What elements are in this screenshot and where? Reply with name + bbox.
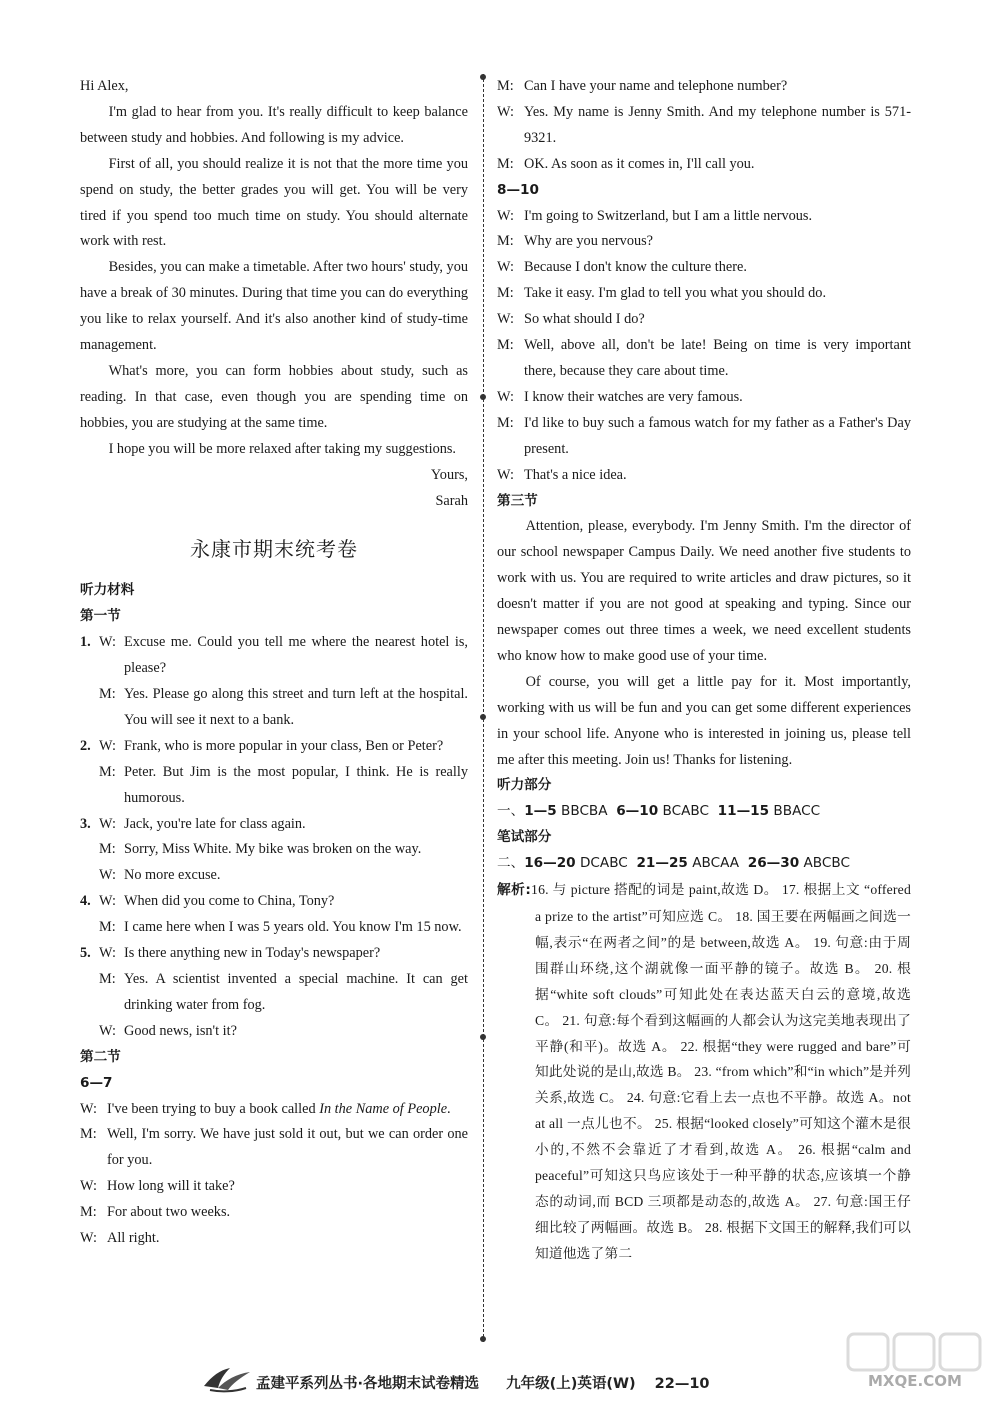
letter-closing: Yours, [430,466,468,483]
dialog-line: Frank, who is more popular in your class, Ben or Peter? [124,737,444,754]
speaker: M: [99,763,116,780]
speaker: W: [99,1022,116,1039]
speaker: M: [497,414,514,431]
explanation-label: 解析: [497,882,532,899]
dialog-6-7-continued [497,74,911,178]
dialog-line: No more excuse. [124,867,221,884]
dialog-line: I'm going to Switzerland, but I am a little nervous. [524,207,813,224]
dialog-line: Excuse me. Could you tell me where the nearest hotel is, please? [124,634,468,677]
divider-dot [480,1336,486,1342]
dialog-line: Sorry, Miss White. My bike was broken on the way. [124,841,422,858]
dialog-line: That's a nice idea. [524,466,627,483]
listening-answers: 一、1—5 BBCBA 6—10 BCABC 11—15 BBACC [497,803,821,820]
dialog-item [497,307,911,333]
dialog-line: Well, above all, don't be late! Being on time is very important there, because they care about time. [524,337,911,379]
speaker: W: [80,1230,97,1247]
dialog-line: Good news, isn't it? [124,1022,237,1039]
dialog-item [497,255,911,281]
dialog-item [80,760,468,812]
divider-dot [480,1034,486,1040]
speaker: W: [497,466,514,483]
right-column [497,74,911,1267]
speaker: W: [99,945,116,962]
dialog-line: So what should I do? [524,311,645,328]
dialog-number: 3. [80,815,91,832]
dialog-item [497,100,911,152]
letter-greeting: Hi Alex, [80,78,129,94]
speaker: M: [99,919,116,936]
speaker: M: [497,285,514,302]
dialog-line: Peter. But Jim is the most popular, I think. He is really humorous. [124,763,468,806]
dialog-line: I know their watches are very famous. [524,388,743,405]
dialog-item [497,281,911,307]
dialog-line: Well, I'm sorry. We have just sold it out, but we can order one for you. [107,1126,468,1169]
watermark-text: MXQE.COM [868,1372,962,1390]
dialog-item [80,1174,468,1200]
speaker: M: [497,78,514,94]
dialog-item [80,1122,468,1174]
dialog-item [80,889,468,915]
speaker: W: [99,634,116,651]
dialog-item [497,385,911,411]
footer-page-number: 22—10 [654,1376,710,1392]
dialog-line: I'd like to buy such a famous watch for my father as a Father's Day present. [524,414,911,457]
speaker: W: [80,1100,97,1117]
speaker: M: [99,971,116,987]
dialog-line: When did you come to China, Tony? [124,893,335,910]
dialog-line: Because I don't know the culture there. [524,259,747,276]
listening-part-label: 听力部分 [497,777,552,794]
letter-paragraph: I'm glad to hear from you. It's really difficult to keep balance between study and hobbies. And following is my advice. [80,103,468,146]
dialog-line: Take it easy. I'm glad to tell you what you should do. [524,285,827,302]
explanation [497,877,911,1267]
letter [80,74,468,514]
dialog-item [80,915,468,941]
letter-paragraph: I hope you will be more relaxed after taking my suggestions. [108,440,456,457]
speaker: W: [497,388,514,405]
speaker: W: [99,737,116,754]
speaker: M: [497,337,514,354]
written-answers: 二、16—20 DCABC 21—25 ABCAA 26—30 ABCBC [497,855,850,872]
divider-dot [480,714,486,720]
dialog-number: 1. [80,634,91,651]
section2-label: 第二节 [80,1048,121,1065]
dialog-line: Is there anything new in Today's newspaper? [124,945,381,962]
speaker: W: [80,1178,97,1195]
speaker: M: [99,686,116,703]
section1-label: 第一节 [80,608,121,625]
dialog-item [80,837,468,863]
dialog-item [80,812,468,838]
speaker: M: [80,1204,97,1221]
dialog-line: Yes. Please go along this street and turn left at the hospital. You will see it next to a bank. [124,686,468,728]
dialog-line: Jack, you're late for class again. [124,815,306,832]
exam-title: 永康市期末统考卷 [190,537,358,562]
speaker: W: [497,259,514,276]
section1-dialogs [80,630,468,1045]
book-title: In the Name of People [319,1100,448,1117]
dialog-line: How long will it take? [107,1178,235,1195]
speaker: W: [99,893,116,910]
dialog-6-7 [80,1097,468,1252]
letter-paragraph: First of all, you should realize it is not that the more time you spend on study, the better grades you will get. You will be very tired if you spend too much time on study. You should alternate work with rest. [80,155,468,250]
divider-dot [480,74,486,80]
written-part-label: 笔试部分 [497,829,552,846]
dialog-item [80,941,468,967]
part-8-10-label: 8—10 [497,181,539,198]
section3-label: 第三节 [497,492,538,509]
dialog-item [80,967,468,1019]
dialog-item [80,630,468,682]
dialog-item [80,863,468,889]
dialog-item [497,463,911,489]
monologue-paragraph: Attention, please, everybody. I'm Jenny Smith. I'm the director of our school newspaper Campus Daily. We need another five students to work with us. You are required to write articles and draw pictures, so it doesn't matter if you are not good at speaking and typing. Since our newspaper comes out three times a week, we need excellent students who know how to make good use of your time. [497,518,911,664]
dialog-line: All right. [107,1230,160,1247]
speaker: M: [497,155,514,172]
dialog-item [80,1200,468,1226]
dialog-number: 4. [80,893,91,910]
dialog-line: For about two weeks. [107,1204,231,1221]
speaker: W: [497,207,514,224]
dialog-item [497,152,911,178]
dialog-item [497,204,911,230]
monologue-paragraph: Of course, you will get a little pay for it. Most importantly, working with us will be fun and you can get some different experiences in your school life. Anyone who is interested in joining us, please tell me after this meeting. Join us! Thanks for listening. [497,673,911,768]
dialog-line: OK. As soon as it comes in, I'll call you. [524,155,755,172]
speaker: W: [99,815,116,832]
dialog-item [80,1097,468,1123]
dialog-line: Can I have your name and telephone number? [524,78,788,94]
dialog-8-10 [497,204,911,489]
page-footer [200,1372,760,1393]
dialog-number: 5. [80,945,91,962]
speaker: M: [99,841,116,858]
speaker: M: [497,233,514,250]
divider-dot [480,394,486,400]
dialog-item [497,411,911,463]
dialog-line: Why are you nervous? [524,233,654,250]
footer-grade: 九年级(上)英语(W) [506,1376,636,1392]
listening-material-label: 听力材料 [80,582,135,599]
explanation-text: 16. 与 picture 搭配的词是 paint,故选 D。 17. 根据上文 “offered a prize to the artist”可知应选 C。 18. 国王要在两幅画之间选一幅,表示“在两者之间”的是 between,故选 A。 19. 句意:由于周围群山环绕,这个湖就像一面平静的镜子。故选 B。 20. 根据“white soft clouds”可知此处在表达蓝天白云的意境,故选 C。 21. 句意:每个看到这幅画的人都会认为这完美地表现出了平静(和平)。故选 A。 22. 根据“they were rugged and bare”可知此处说的是山,故选 B。 23. “from which”和“in which”是并列关系,故选 C。 24. 句意:它看上去一点也不平静。故选 A。not at all 一点儿也不。 25. 根据“looked closely”可知这个灌木是很小的,不然不会靠近了才看到,故选 A。 26. 根据“calm and peaceful”可知这只鸟应该处于一种平静的状态,应该填一个静态的动词,而 BCD 三项都是动态的,故选 A。 27. 句意:国王仔细比较了两幅画。故选 B。 28. 根据下文国王的解释,我们可以知道他选了第二 [531,882,911,1261]
dialog-item [80,682,468,734]
part-6-7-label: 6—7 [80,1074,113,1091]
dialog-item [497,74,911,100]
letter-paragraph: Besides, you can make a timetable. After two hours' study, you have a break of 30 minutes. During that time you can do everything you like to relax yourself. And it's also another kind of study-time management. [80,259,468,354]
speaker: W: [497,103,514,120]
dialog-item [80,1019,468,1045]
speaker: M: [80,1126,97,1143]
dialog-item [497,229,911,255]
dialog-item [80,1226,468,1252]
letter-signature: Sarah [435,492,468,509]
dialog-number: 2. [80,737,91,754]
dialog-item [497,333,911,385]
speaker: W: [99,867,116,884]
dialog-line: Yes. My name is Jenny Smith. And my telephone number is 571-9321. [524,103,911,146]
dialog-line: Yes. A scientist invented a special machine. It can get drinking water from fog. [124,971,468,1013]
dialog-line: I've been trying to buy a book called In the Name of People. [107,1100,451,1117]
column-divider [483,74,484,1342]
letter-paragraph: What's more, you can form hobbies about study, such as reading. In that case, even though you are spending time on hobbies, you are studying at the same time. [80,362,468,431]
left-column [80,74,468,1252]
footer-series: 孟建平系列丛书·各地期末试卷精选 [256,1376,480,1392]
speaker: W: [497,311,514,328]
dialog-line: I came here when I was 5 years old. You know I'm 15 now. [124,919,462,936]
dialog-item [80,734,468,760]
